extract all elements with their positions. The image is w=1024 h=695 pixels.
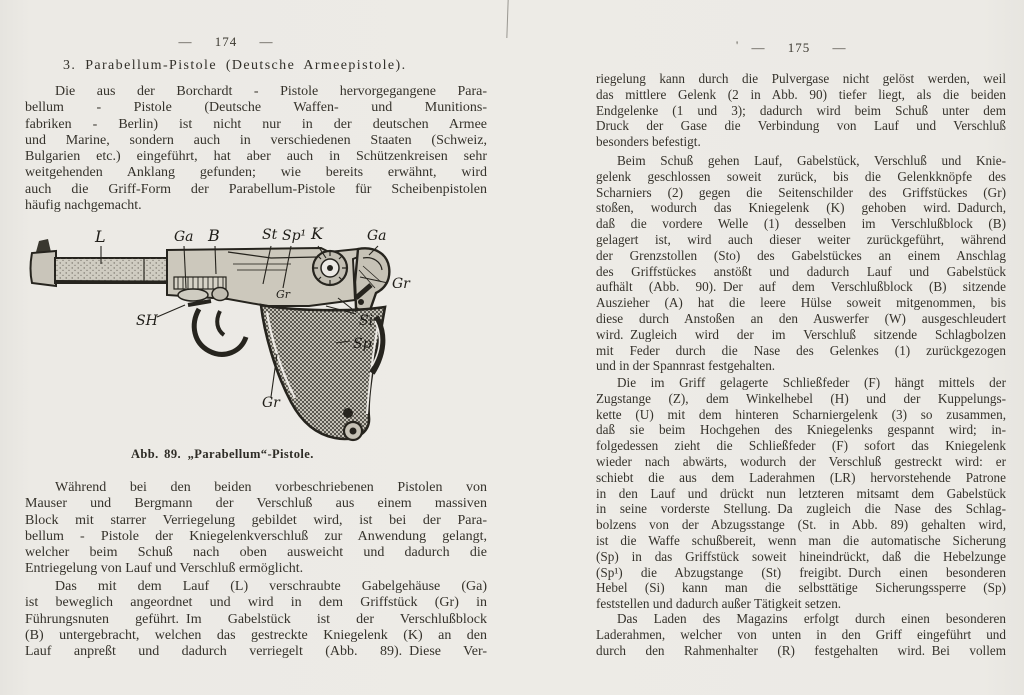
text-line: Beim Schuß gehen Lauf, Gabelstück, Verschluß und Knie- bbox=[617, 153, 1006, 168]
side-button bbox=[212, 288, 228, 301]
text-line: Zugstange (Z), dem Winkelhebel (H) und der Kuppelungs- bbox=[596, 390, 1006, 406]
text-line: des Griffstückes anstößt und dadurch Lauf und Gabelstück bbox=[596, 263, 1006, 279]
barrel-texture bbox=[55, 258, 167, 283]
text-line: (Sp) in das Griffstück soweit hineindrückt, daß die Hebelzunge bbox=[596, 548, 1006, 564]
text-line: diese durch Anstoßen an den Auswerfer (W) ausgeschleudert bbox=[596, 310, 1006, 326]
paragraph bbox=[596, 375, 1006, 612]
figure-label-ga-top: Ga bbox=[174, 229, 194, 245]
figure-label-gr-right: Gr bbox=[392, 276, 410, 292]
figure-label-k: K bbox=[311, 224, 323, 243]
text-line: schiebt die aus dem Laderahmen (LR) hervorstehende Patrone bbox=[596, 469, 1006, 485]
scan-mark: ' bbox=[736, 38, 739, 52]
section-heading: 3. Parabellum-Pistole (Deutsche Armeepistole). bbox=[63, 58, 407, 73]
paragraph bbox=[596, 71, 1006, 150]
barrel-shadow bbox=[56, 282, 167, 283]
figure-abb-89 bbox=[23, 222, 468, 452]
text-line: aufhält (Abb. 90). Der auf dem Verschlußblock (B) sitzende bbox=[596, 279, 1006, 295]
text-line: Hebel (Si) kann man die selbsttätige Sicherungssperre (Sp) bbox=[596, 580, 1006, 596]
text-line: bellum - Pistole (Deutsche Waffen- und Munitions- bbox=[25, 100, 487, 116]
figure-label-st: St bbox=[262, 227, 278, 243]
text-line: in den Lauf und drückt nun letzteren mitsamt dem Gabelstück bbox=[596, 485, 1006, 501]
paragraph bbox=[596, 611, 1006, 658]
figure-label-ga-right: Ga bbox=[367, 228, 387, 244]
text-line: Scharniers (2) gegen die Seitenschilder des Griffstückes (Gr) bbox=[596, 184, 1006, 200]
magazine-button bbox=[343, 408, 353, 418]
text-line: besonders befestigt. bbox=[596, 134, 701, 150]
front-sight bbox=[36, 239, 51, 252]
text-line: Block mit starrer Verriegelung gebildet wird, ist bei der Para- bbox=[25, 512, 487, 528]
figure-label-gr-inner: Gr bbox=[276, 288, 291, 301]
text-line: häufig nachgemacht. bbox=[25, 198, 142, 214]
text-line: Das Laden des Magazins erfolgt durch einen besonderen bbox=[617, 611, 1006, 626]
text-line: Laderahmen, welcher von unten in den Griff eingeführt und bbox=[596, 626, 1006, 642]
paragraph bbox=[596, 153, 1006, 374]
paragraph bbox=[25, 579, 487, 660]
text-line: das mittlere Gelenk (2 in Abb. 90) tiefer liegt, als die beiden bbox=[596, 86, 1006, 102]
text-line: Führungsnuten geführt. Im Gabelstück ist der Verschlußblock bbox=[25, 611, 487, 627]
figure-caption: Abb. 89. „Parabellum“-Pistole. bbox=[131, 447, 314, 461]
paragraph bbox=[25, 480, 487, 578]
text-line: Auszieher (A) hat die leere Hülse soweit mitgenommen, bis bbox=[596, 295, 1006, 311]
text-line: bellum - Pistole der Kniegelenkverschluß zur Anwendung gelangt, bbox=[25, 528, 487, 544]
text-line: Druck der Gase die Verbindung von Lauf und Verschluß bbox=[596, 118, 1006, 134]
figure-label-sp: Sp bbox=[353, 336, 372, 352]
text-line: auch die Griff-Form der Parabellum-Pistole für Scheibenpistolen bbox=[25, 181, 487, 197]
text-line: und in der Spannrast festgehalten. bbox=[596, 358, 776, 374]
scan-scratch bbox=[506, 0, 508, 38]
toggle-axis bbox=[327, 265, 333, 271]
text-line: mit Feder durch die Nase des Gelenkes (1) zurückgezogen bbox=[596, 342, 1006, 358]
text-line: (Sp¹) die Abzugstange (St) freigibt. Durch einen besonderen bbox=[596, 564, 1006, 580]
text-line: Während bei den beiden vorbeschriebenen Pistolen von bbox=[55, 480, 487, 495]
text-line: Mauser und Bergmann der Verschluß aus einem massiven bbox=[25, 496, 487, 512]
text-line: wieder nach abwärts, wodurch der Verschluß gestreckt wird: er bbox=[596, 453, 1006, 469]
text-line: stoßen, wodurch das Kniegelenk (K) gehoben wird. Dadurch, bbox=[596, 200, 1006, 216]
text-line: Endgelenke (1 und 3); dadurch wird beim Schuß unter dem bbox=[596, 102, 1006, 118]
text-line: in seine vorderste Stellung. Da zugleich die Nase des Schlag- bbox=[596, 501, 1006, 517]
trigger bbox=[217, 311, 224, 335]
figure-label-sh: SH bbox=[136, 313, 158, 329]
text-line: Die im Griff gelagerte Schließfeder (F) hängt mittels der bbox=[617, 375, 1006, 390]
parabellum-pistol-illustration bbox=[23, 222, 468, 452]
text-line: weitgehenden Anklang gefunden; wie bereits erwähnt, wird bbox=[25, 165, 487, 181]
text-line: ist beweglich angeordnet und wird in dem Griffstück (Gr) in bbox=[25, 595, 487, 611]
text-line: Die aus der Borchardt - Pistole hervorgegangene Para- bbox=[55, 84, 487, 99]
text-line: ist die Waffe schußbereit, wenn man die automatische Sicherung bbox=[596, 532, 1006, 548]
lanyard-hole bbox=[350, 428, 357, 435]
text-line: fabriken - Berlin) ist nicht nur in der deutschen Armee bbox=[25, 116, 487, 132]
text-line: daß die vordere Welle (1) desselben im Verschlußblock (B) bbox=[596, 216, 1006, 232]
text-line: welcher beim Schuß nach oben ausweicht und dadurch die bbox=[25, 545, 487, 561]
text-line: Bulgarien etc.) eingeführt, hat aber auch in Schützenkreisen sehr bbox=[25, 149, 487, 165]
text-line: riegelung kann durch die Pulvergase nicht gelöst werden, weil bbox=[596, 71, 1006, 86]
text-line: gelenk geschlossen soweit zurück, bis die Gelenkknöpfe des bbox=[596, 168, 1006, 184]
text-line: gelagert ist, wird auch dieser weiter zurückgeführt, während bbox=[596, 231, 1006, 247]
figure-label-l: L bbox=[95, 227, 106, 246]
text-line: wird. Zugleich wird der im Verschluß sitzende Schlagbolzen bbox=[596, 326, 1006, 342]
text-line: der Grenzstollen (Sto) des Gabelstückes an einem Anschlag bbox=[596, 247, 1006, 263]
text-line: Entriegelung von Lauf und Verschluß ermöglicht. bbox=[25, 561, 304, 577]
text-line: folgedessen zieht die Schließfeder (F) sofort das Kniegelenk bbox=[596, 438, 1006, 454]
page-number: — 175 — bbox=[751, 40, 847, 55]
figure-label-gr-bottom: Gr bbox=[262, 395, 280, 411]
text-line: feststellen und dadurch außer Tätigkeit setzen. bbox=[596, 596, 842, 612]
page-number: — 174 — bbox=[178, 34, 274, 49]
text-line: Lauf anpreßt und dadurch verriegelt (Abb. 89). Diese Ver- bbox=[25, 644, 487, 660]
figure-label-b: B bbox=[208, 226, 220, 245]
text-line: kette (U) mit dem hinteren Scharniergelenk (3) so zusammen, bbox=[596, 406, 1006, 422]
safety-pivot bbox=[358, 299, 364, 305]
figure-label-sp1: Sp¹ bbox=[282, 228, 307, 244]
muzzle bbox=[31, 251, 57, 286]
text-line: durch den Rahmenhalter (R) festgehalten wird. Bei vollem bbox=[596, 642, 1006, 658]
text-line: bolzens von der Abzugsstange (St. in Abb. 89) gehalten wird, bbox=[596, 517, 1006, 533]
text-line: und Marine, sondern auch in verschiedenen Staaten (Schweiz, bbox=[25, 132, 487, 148]
paragraph bbox=[25, 84, 487, 214]
text-line: (B) untergebracht, welchen das gestreckte Kniegelenk (K) an den bbox=[25, 627, 487, 643]
figure-label-si: Si bbox=[359, 313, 374, 329]
takedown-lever bbox=[178, 289, 208, 301]
text-line: daß sie beim Hochgehen des Kniegelenks gespannt wird; in- bbox=[596, 422, 1006, 438]
text-line: Das mit dem Lauf (L) verschraubte Gabelgehäuse (Ga) bbox=[55, 579, 487, 594]
